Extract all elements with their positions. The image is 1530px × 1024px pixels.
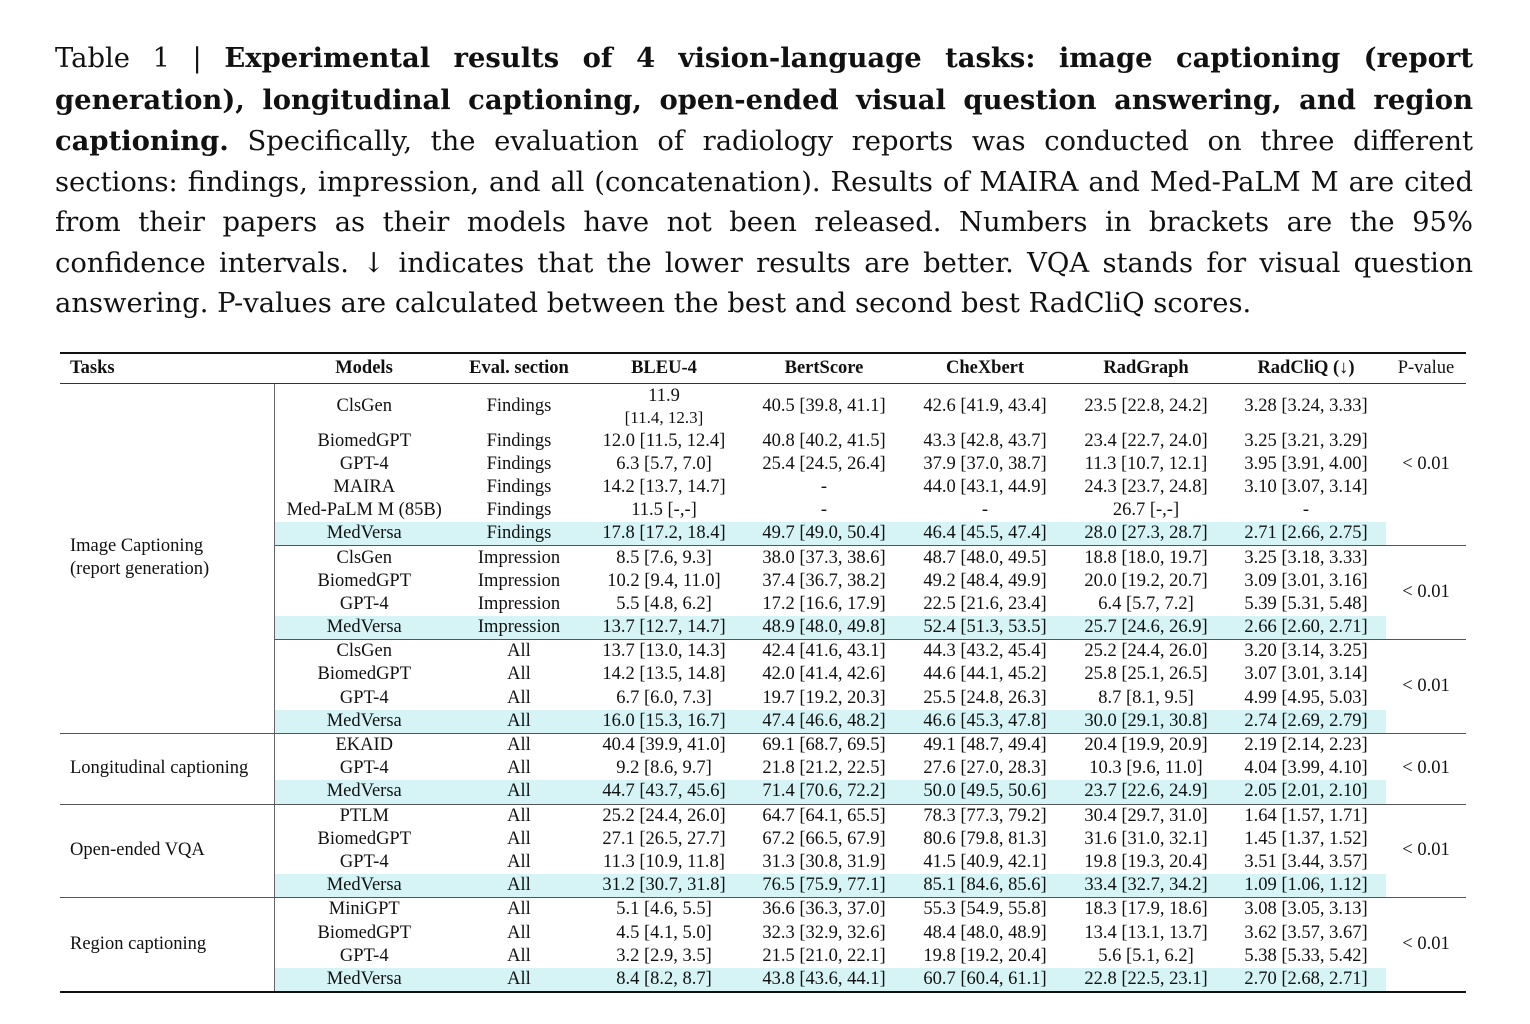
- cell-model: GPT-4: [339, 851, 389, 872]
- cell-bertscore: 43.8 [43.6, 44.1]: [744, 968, 904, 992]
- cell-model: BiomedGPT: [317, 922, 412, 943]
- cell-radcliq: 4.99 [4.95, 5.03]: [1244, 687, 1368, 708]
- cell-section: All: [454, 968, 584, 992]
- cell-chexbert: 60.7 [60.4, 61.1]: [904, 968, 1066, 992]
- cell-model: MedVersa: [274, 874, 454, 898]
- cell-bertscore: 42.4 [41.6, 43.1]: [762, 641, 886, 662]
- cell-pvalue: < 0.01: [1386, 640, 1466, 734]
- cell-bleu-ci: [11.4, 12.3]: [624, 407, 704, 427]
- cell-bertscore: 47.4 [46.6, 48.2]: [744, 710, 904, 734]
- cell-bleu: 9.2 [8.6, 9.7]: [616, 758, 712, 779]
- header-row: [60, 353, 1466, 384]
- cell-section: All: [507, 641, 531, 662]
- cell-bleu: 31.2 [30.7, 31.8]: [584, 874, 744, 898]
- cell-chexbert: 50.0 [49.5, 50.6]: [904, 780, 1066, 804]
- cell-radcliq: 4.04 [3.99, 4.10]: [1244, 758, 1368, 779]
- cell-bleu: 8.4 [8.2, 8.7]: [584, 968, 744, 992]
- cell-radcliq: 3.95 [3.91, 4.00]: [1244, 453, 1368, 474]
- cell-radcliq: 2.70 [2.68, 2.71]: [1226, 968, 1386, 992]
- cell-bleu: 44.7 [43.7, 45.6]: [584, 780, 744, 804]
- cell-bertscore: 67.2 [66.5, 67.9]: [762, 828, 886, 849]
- cell-bleu: 13.7 [12.7, 14.7]: [584, 616, 744, 640]
- cell-radcliq: 3.28 [3.24, 3.33]: [1244, 396, 1368, 417]
- table-caption: [55, 38, 1473, 325]
- cell-bleu: 40.4 [39.9, 41.0]: [602, 735, 726, 756]
- cell-section: Findings: [486, 396, 552, 417]
- cell-chexbert: 52.4 [51.3, 53.5]: [904, 616, 1066, 640]
- cell-model: ClsGen: [336, 547, 392, 568]
- cell-bertscore: 40.8 [40.2, 41.5]: [762, 430, 886, 451]
- cell-chexbert: 46.4 [45.5, 47.4]: [904, 522, 1066, 546]
- cell-bertscore: 42.0 [41.4, 42.6]: [762, 664, 886, 685]
- cell-chexbert: 44.0 [43.1, 44.9]: [923, 476, 1047, 497]
- cell-bertscore: 49.7 [49.0, 50.4]: [744, 522, 904, 546]
- cell-section: All: [507, 805, 531, 826]
- cell-bleu: 4.5 [4.1, 5.0]: [616, 922, 712, 943]
- cell-section: Impression: [454, 616, 584, 640]
- cell-radcliq: 3.25 [3.21, 3.29]: [1244, 430, 1368, 451]
- cell-bleu: 14.2 [13.5, 14.8]: [602, 664, 726, 685]
- cell-radgraph: 8.7 [8.1, 9.5]: [1098, 687, 1194, 708]
- cell-chexbert: 44.6 [44.1, 45.2]: [923, 664, 1047, 685]
- results-table: [60, 352, 1466, 993]
- cell-section: Findings: [486, 430, 552, 451]
- cell-bertscore: -: [820, 476, 828, 497]
- cell-section: Impression: [477, 547, 561, 568]
- cell-chexbert: 22.5 [21.6, 23.4]: [923, 593, 1047, 614]
- cell-bleu: 5.1 [4.6, 5.5]: [616, 899, 712, 920]
- cell-bertscore: 40.5 [39.8, 41.1]: [762, 396, 886, 417]
- cell-section: All: [507, 664, 531, 685]
- cell-chexbert: 55.3 [54.9, 55.8]: [923, 899, 1047, 920]
- header-models: Models: [274, 353, 454, 384]
- cell-model: Med-PaLM M (85B): [286, 500, 442, 521]
- cell-radcliq: 3.62 [3.57, 3.67]: [1244, 922, 1368, 943]
- header-bertscore: BertScore: [744, 353, 904, 384]
- cell-chexbert: -: [981, 500, 989, 521]
- cell-section: All: [507, 922, 531, 943]
- cell-bertscore: 36.6 [36.3, 37.0]: [762, 899, 886, 920]
- task-open-ended-vqa: Open-ended VQA: [60, 804, 274, 898]
- cell-radcliq: 2.74 [2.69, 2.79]: [1226, 710, 1386, 734]
- cell-radgraph: 18.8 [18.0, 19.7]: [1084, 547, 1208, 568]
- cell-bleu: 5.5 [4.8, 6.2]: [616, 593, 712, 614]
- cell-chexbert: 42.6 [41.9, 43.4]: [923, 396, 1047, 417]
- cell-model: ClsGen: [336, 641, 392, 662]
- cell-chexbert: 43.3 [42.8, 43.7]: [923, 430, 1047, 451]
- header-radcliq: RadCliQ (↓): [1226, 353, 1386, 384]
- cell-radgraph: 24.3 [23.7, 24.8]: [1084, 476, 1208, 497]
- table-row: [60, 733, 1466, 757]
- task-region-captioning: Region captioning: [60, 898, 274, 992]
- cell-bleu: 11.3 [10.9, 11.8]: [603, 851, 725, 872]
- cell-bertscore: 71.4 [70.6, 72.2]: [744, 780, 904, 804]
- header-chexbert: CheXbert: [904, 353, 1066, 384]
- cell-radcliq: 2.05 [2.01, 2.10]: [1226, 780, 1386, 804]
- cell-radgraph: 33.4 [32.7, 34.2]: [1066, 874, 1226, 898]
- cell-pvalue: < 0.01: [1386, 546, 1466, 640]
- cell-bertscore: 64.7 [64.1, 65.5]: [762, 805, 886, 826]
- cell-chexbert: 27.6 [27.0, 28.3]: [923, 758, 1047, 779]
- cell-radgraph: 20.0 [19.2, 20.7]: [1084, 570, 1208, 591]
- cell-chexbert: 78.3 [77.3, 79.2]: [923, 805, 1047, 826]
- cell-radgraph: 26.7 [-,-]: [1112, 500, 1180, 521]
- cell-chexbert: 49.2 [48.4, 49.9]: [923, 570, 1047, 591]
- cell-radgraph: 25.7 [24.6, 26.9]: [1066, 616, 1226, 640]
- cell-bleu: 13.7 [13.0, 14.3]: [602, 641, 726, 662]
- table-row: [60, 898, 1466, 922]
- cell-bertscore: 69.1 [68.7, 69.5]: [762, 735, 886, 756]
- cell-radgraph: 13.4 [13.1, 13.7]: [1084, 922, 1208, 943]
- cell-bertscore: 37.4 [36.7, 38.2]: [762, 570, 886, 591]
- cell-model: MedVersa: [274, 710, 454, 734]
- cell-chexbert: 48.7 [48.0, 49.5]: [923, 547, 1047, 568]
- cell-section: All: [454, 780, 584, 804]
- cell-radcliq: 3.07 [3.01, 3.14]: [1244, 664, 1368, 685]
- cell-pvalue: < 0.01: [1386, 384, 1466, 546]
- cell-model: PTLM: [339, 805, 389, 826]
- cell-model: GPT-4: [339, 593, 389, 614]
- cell-chexbert: 44.3 [43.2, 45.4]: [923, 641, 1047, 662]
- cell-model: GPT-4: [339, 945, 389, 966]
- cell-radgraph: 10.3 [9.6, 11.0]: [1089, 758, 1203, 779]
- cell-section: All: [507, 899, 531, 920]
- cell-section: All: [507, 758, 531, 779]
- header-tasks: Tasks: [60, 353, 274, 384]
- cell-model: BiomedGPT: [317, 828, 412, 849]
- cell-pvalue: < 0.01: [1386, 804, 1466, 898]
- header-bleu4: BLEU-4: [584, 353, 744, 384]
- cell-radgraph: 5.6 [5.1, 6.2]: [1098, 945, 1194, 966]
- cell-bertscore: 48.9 [48.0, 49.8]: [744, 616, 904, 640]
- cell-radcliq: 5.39 [5.31, 5.48]: [1244, 593, 1368, 614]
- cell-radcliq: 2.66 [2.60, 2.71]: [1226, 616, 1386, 640]
- cell-model: BiomedGPT: [317, 664, 412, 685]
- cell-radgraph: 30.4 [29.7, 31.0]: [1084, 805, 1208, 826]
- cell-section: Impression: [477, 570, 561, 591]
- cell-model: EKAID: [335, 735, 394, 756]
- cell-section: All: [507, 735, 531, 756]
- caption-body: Specifically, the evaluation of radiology reports was conducted on three different sections: findings, impression, and all (concatenation). Results of MAIRA and Med-PaLM M are cited from their papers as their models have not been released. Numbers in brackets are the 95% confidence intervals. ↓ indicates that the lower results are better. VQA stands for visual question answering. P-values are calculated between the best and second best RadCliQ scores.: [55, 126, 1473, 319]
- cell-model: MiniGPT: [328, 899, 400, 920]
- cell-bleu: 6.3 [5.7, 7.0]: [616, 453, 712, 474]
- cell-radcliq: 5.38 [5.33, 5.42]: [1244, 945, 1368, 966]
- cell-radgraph: 25.8 [25.1, 26.5]: [1084, 664, 1208, 685]
- cell-bleu: 25.2 [24.4, 26.0]: [602, 805, 726, 826]
- cell-radgraph: 28.0 [27.3, 28.7]: [1066, 522, 1226, 546]
- table-row: [60, 804, 1466, 828]
- cell-radcliq: 1.45 [1.37, 1.52]: [1244, 828, 1368, 849]
- cell-bleu-value: 11.9: [648, 385, 680, 406]
- cell-radcliq: 1.64 [1.57, 1.71]: [1244, 805, 1368, 826]
- cell-radcliq: -: [1302, 500, 1310, 521]
- cell-chexbert: 80.6 [79.8, 81.3]: [923, 828, 1047, 849]
- header-eval-section: Eval. section: [454, 353, 584, 384]
- cell-model: GPT-4: [339, 687, 389, 708]
- cell-radcliq: 3.09 [3.01, 3.16]: [1244, 570, 1368, 591]
- cell-bertscore: 21.8 [21.2, 22.5]: [762, 758, 886, 779]
- cell-radgraph: 20.4 [19.9, 20.9]: [1084, 735, 1208, 756]
- cell-bertscore: 32.3 [32.9, 32.6]: [762, 922, 886, 943]
- table-label: Table 1 |: [55, 43, 225, 74]
- cell-section: Impression: [477, 593, 561, 614]
- cell-bertscore: 25.4 [24.5, 26.4]: [762, 453, 886, 474]
- cell-section: All: [507, 851, 531, 872]
- cell-radcliq: 3.10 [3.07, 3.14]: [1244, 476, 1368, 497]
- cell-section: Findings: [486, 476, 552, 497]
- cell-bertscore: 76.5 [75.9, 77.1]: [744, 874, 904, 898]
- cell-bertscore: 38.0 [37.3, 38.6]: [762, 547, 886, 568]
- cell-bertscore: 19.7 [19.2, 20.3]: [762, 687, 886, 708]
- cell-radgraph: 31.6 [31.0, 32.1]: [1084, 828, 1208, 849]
- cell-model: BiomedGPT: [317, 430, 412, 451]
- cell-model: MAIRA: [333, 476, 396, 497]
- cell-chexbert: 48.4 [48.0, 48.9]: [923, 922, 1047, 943]
- cell-radgraph: 23.5 [22.8, 24.2]: [1084, 396, 1208, 417]
- cell-radgraph: 11.3 [10.7, 12.1]: [1084, 453, 1208, 474]
- cell-model: GPT-4: [339, 453, 389, 474]
- cell-radcliq: 3.08 [3.05, 3.13]: [1244, 899, 1368, 920]
- cell-model: GPT-4: [339, 758, 389, 779]
- cell-radgraph: 19.8 [19.3, 20.4]: [1084, 851, 1208, 872]
- task-longitudinal-captioning: Longitudinal captioning: [60, 733, 274, 804]
- cell-radcliq: 1.09 [1.06, 1.12]: [1226, 874, 1386, 898]
- cell-bleu: 14.2 [13.7, 14.7]: [602, 476, 726, 497]
- cell-chexbert: 85.1 [84.6, 85.6]: [904, 874, 1066, 898]
- cell-model: MedVersa: [274, 780, 454, 804]
- cell-bertscore: 21.5 [21.0, 22.1]: [762, 945, 886, 966]
- cell-section: All: [507, 828, 531, 849]
- cell-chexbert: 41.5 [40.9, 42.1]: [923, 851, 1047, 872]
- cell-model: MedVersa: [274, 968, 454, 992]
- cell-bleu: 10.2 [9.4, 11.0]: [607, 570, 721, 591]
- cell-chexbert: 46.6 [45.3, 47.8]: [904, 710, 1066, 734]
- cell-section: Findings: [486, 500, 552, 521]
- cell-radgraph: 30.0 [29.1, 30.8]: [1066, 710, 1226, 734]
- cell-radgraph: 23.7 [22.6, 24.9]: [1066, 780, 1226, 804]
- cell-chexbert: 19.8 [19.2, 20.4]: [923, 945, 1047, 966]
- cell-model: ClsGen: [336, 396, 392, 417]
- cell-section: Findings: [454, 522, 584, 546]
- cell-bleu: 17.8 [17.2, 18.4]: [584, 522, 744, 546]
- cell-bertscore: 31.3 [30.8, 31.9]: [762, 851, 886, 872]
- table-row: [60, 384, 1466, 430]
- cell-section: Findings: [486, 453, 552, 474]
- cell-chexbert: 25.5 [24.8, 26.3]: [923, 687, 1047, 708]
- cell-bertscore: 17.2 [16.6, 17.9]: [762, 593, 886, 614]
- cell-section: All: [454, 874, 584, 898]
- cell-section: All: [507, 687, 531, 708]
- cell-bleu: 6.7 [6.0, 7.3]: [616, 687, 712, 708]
- cell-bleu: 27.1 [26.5, 27.7]: [602, 828, 726, 849]
- cell-radgraph: 6.4 [5.7, 7.2]: [1098, 593, 1194, 614]
- cell-radcliq: 3.25 [3.18, 3.33]: [1244, 547, 1368, 568]
- cell-radgraph: 18.3 [17.9, 18.6]: [1084, 899, 1208, 920]
- cell-radgraph: 25.2 [24.4, 26.0]: [1084, 641, 1208, 662]
- cell-radcliq: 2.71 [2.66, 2.75]: [1226, 522, 1386, 546]
- task-image-captioning: Image Captioning (report generation): [60, 384, 274, 734]
- cell-radgraph: 22.8 [22.5, 23.1]: [1066, 968, 1226, 992]
- cell-model: MedVersa: [274, 522, 454, 546]
- cell-section: All: [507, 945, 531, 966]
- cell-pvalue: < 0.01: [1386, 733, 1466, 804]
- cell-model: BiomedGPT: [317, 570, 412, 591]
- header-pvalue: P-value: [1386, 353, 1466, 384]
- cell-pvalue: < 0.01: [1386, 898, 1466, 992]
- cell-section: All: [454, 710, 584, 734]
- cell-radgraph: 23.4 [22.7, 24.0]: [1084, 430, 1208, 451]
- cell-bertscore: -: [820, 500, 828, 521]
- cell-bleu: [584, 384, 744, 430]
- results-table-wrapper: [60, 352, 1466, 993]
- cell-model: MedVersa: [274, 616, 454, 640]
- cell-bleu: 8.5 [7.6, 9.3]: [616, 547, 712, 568]
- cell-radcliq: 3.20 [3.14, 3.25]: [1244, 641, 1368, 662]
- cell-chexbert: 37.9 [37.0, 38.7]: [923, 453, 1047, 474]
- table-title: Experimental results of 4 vision-language tasks: image captioning (report generation), longitudinal captioning, open-ended visual question answering, and region captioning.: [55, 42, 1473, 157]
- cell-bleu: 3.2 [2.9, 3.5]: [616, 945, 712, 966]
- cell-radcliq: 3.51 [3.44, 3.57]: [1244, 851, 1368, 872]
- header-radgraph: RadGraph: [1066, 353, 1226, 384]
- cell-bleu: 16.0 [15.3, 16.7]: [584, 710, 744, 734]
- cell-bleu: 11.5 [-,-]: [631, 500, 697, 521]
- cell-chexbert: 49.1 [48.7, 49.4]: [923, 735, 1047, 756]
- cell-radcliq: 2.19 [2.14, 2.23]: [1244, 735, 1368, 756]
- cell-bleu: 12.0 [11.5, 12.4]: [602, 430, 726, 451]
